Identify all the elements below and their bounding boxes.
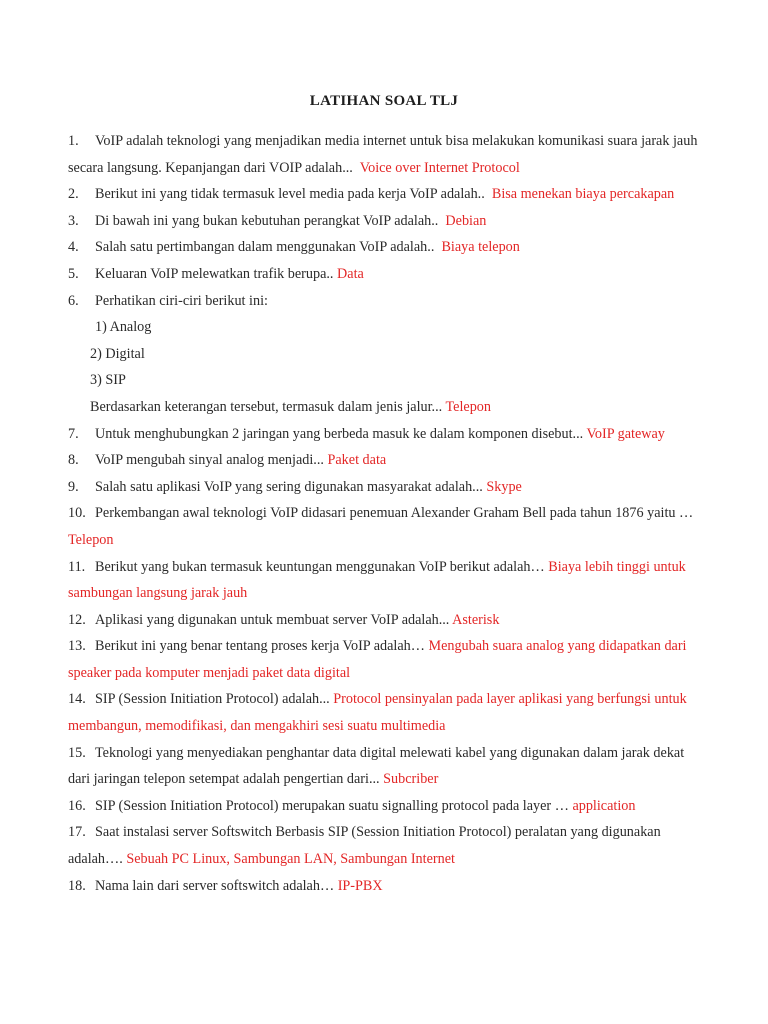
- question-text: Perkembangan awal teknologi VoIP didasari penemuan Alexander Graham Bell pada tahun 1876 yaitu …: [95, 505, 694, 522]
- question-12: [68, 607, 708, 634]
- answer-text: application: [572, 797, 636, 814]
- question-text: Teknologi yang menyediakan penghantar data digital melewati kabel yang digunakan dalam jarak dekat dari jaringan telepon setempat adalah pengertian dari...: [68, 744, 685, 788]
- question-list: [68, 128, 708, 899]
- option-sip: 3) SIP: [90, 372, 126, 389]
- question-text: VoIP adalah teknologi yang menjadikan media internet untuk bisa melakukan komunikasi suara jarak jauh secara langsung. Kepanjangan dari VOIP adalah...: [68, 133, 698, 176]
- question-number: 14.: [68, 691, 86, 708]
- question-number: 5.: [68, 265, 79, 282]
- question-5: [68, 261, 708, 288]
- question-14: [68, 686, 708, 739]
- question-text: Untuk menghubungkan 2 jaringan yang berbeda masuk ke dalam komponen disebut...: [95, 425, 584, 442]
- question-1: [68, 128, 708, 181]
- question-3: [68, 208, 708, 235]
- question-10: [68, 500, 708, 553]
- question-text: Berikut yang bukan termasuk keuntungan menggunakan VoIP berikut adalah…: [95, 558, 545, 575]
- note-text: Berdasarkan keterangan tersebut, termasuk dalam jenis jalur...: [90, 398, 443, 415]
- answer-text: Protocol pensinyalan pada layer aplikasi yang berfungsi untuk membangun, memodifikasi, dan mengakhiri sesi suatu multimedia: [68, 691, 687, 735]
- question-number: 8.: [68, 452, 79, 469]
- question-4: [68, 234, 708, 261]
- question-text: Berikut ini yang benar tentang proses kerja VoIP adalah…: [95, 638, 425, 655]
- answer-text: Paket data: [327, 452, 387, 469]
- question-17: [68, 819, 708, 872]
- question-13: [68, 633, 708, 686]
- question-number: 4.: [68, 239, 79, 256]
- question-6-note: [68, 394, 708, 421]
- question-text: Nama lain dari server softswitch adalah…: [95, 877, 335, 894]
- question-number: 15.: [68, 744, 86, 761]
- question-11: [68, 554, 708, 607]
- question-text: Salah satu aplikasi VoIP yang sering digunakan masyarakat adalah...: [95, 478, 483, 495]
- question-number: 3.: [68, 212, 79, 229]
- answer-text: Debian: [445, 212, 487, 229]
- question-text: Berikut ini yang tidak termasuk level media pada kerja VoIP adalah..: [95, 186, 485, 203]
- question-text: Saat instalasi server Softswitch Berbasis SIP (Session Initiation Protocol) peralatan yang digunakan adalah….: [68, 824, 661, 868]
- question-number: 16.: [68, 797, 86, 814]
- question-8: [68, 447, 708, 474]
- question-6: [68, 288, 708, 421]
- answer-text: Telepon: [445, 398, 491, 415]
- question-text: Keluaran VoIP melewatkan trafik berupa..: [95, 265, 334, 282]
- answer-text: Skype: [486, 478, 522, 495]
- question-number: 13.: [68, 638, 86, 655]
- question-2: [68, 181, 708, 208]
- question-9: [68, 474, 708, 501]
- question-text: Salah satu pertimbangan dalam menggunakan VoIP adalah..: [95, 239, 435, 256]
- question-18: [68, 873, 708, 900]
- question-number: 10.: [68, 505, 86, 522]
- option-digital: 2) Digital: [90, 345, 145, 362]
- answer-text: Mengubah suara analog yang didapatkan dari speaker pada komputer menjadi paket data digital: [68, 638, 687, 681]
- question-16: [68, 793, 708, 820]
- question-7: [68, 421, 708, 448]
- question-number: 11.: [68, 558, 86, 575]
- question-number: 7.: [68, 425, 79, 442]
- answer-text: Asterisk: [452, 611, 500, 628]
- answer-text: VoIP gateway: [586, 425, 665, 442]
- answer-text: IP-PBX: [337, 877, 383, 894]
- answer-text: Biaya lebih tinggi untuk sambungan langsung jarak jauh: [68, 558, 686, 602]
- answer-text: Bisa menekan biaya percakapan: [491, 186, 675, 203]
- question-number: 1.: [68, 133, 79, 149]
- answer-text: Subcriber: [383, 771, 439, 788]
- page-title: LATIHAN SOAL TLJ: [309, 93, 459, 109]
- question-text: SIP (Session Initiation Protocol) adalah...: [95, 691, 330, 708]
- question-text: Perhatikan ciri-ciri berikut ini:: [95, 292, 268, 309]
- question-number: 9.: [68, 478, 79, 495]
- question-text: SIP (Session Initiation Protocol) merupakan suatu signalling protocol pada layer …: [95, 797, 569, 814]
- option-analog: 1) Analog: [95, 319, 152, 336]
- question-number: 6.: [68, 292, 79, 309]
- question-15: [68, 740, 708, 793]
- question-number: 12.: [68, 611, 86, 628]
- question-text: VoIP mengubah sinyal analog menjadi...: [95, 452, 324, 469]
- question-number: 2.: [68, 186, 79, 203]
- question-number: 18.: [68, 877, 86, 894]
- question-number: 17.: [68, 824, 86, 841]
- answer-text: Telepon: [68, 531, 114, 548]
- answer-text: Voice over Internet Protocol: [359, 159, 520, 176]
- question-text: Di bawah ini yang bukan kebutuhan perangkat VoIP adalah..: [95, 212, 439, 229]
- answer-text: Sebuah PC Linux, Sambungan LAN, Sambungan Internet: [126, 851, 455, 868]
- answer-text: Data: [337, 265, 364, 282]
- question-text: Aplikasi yang digunakan untuk membuat server VoIP adalah...: [95, 611, 450, 628]
- answer-text: Biaya telepon: [441, 239, 520, 256]
